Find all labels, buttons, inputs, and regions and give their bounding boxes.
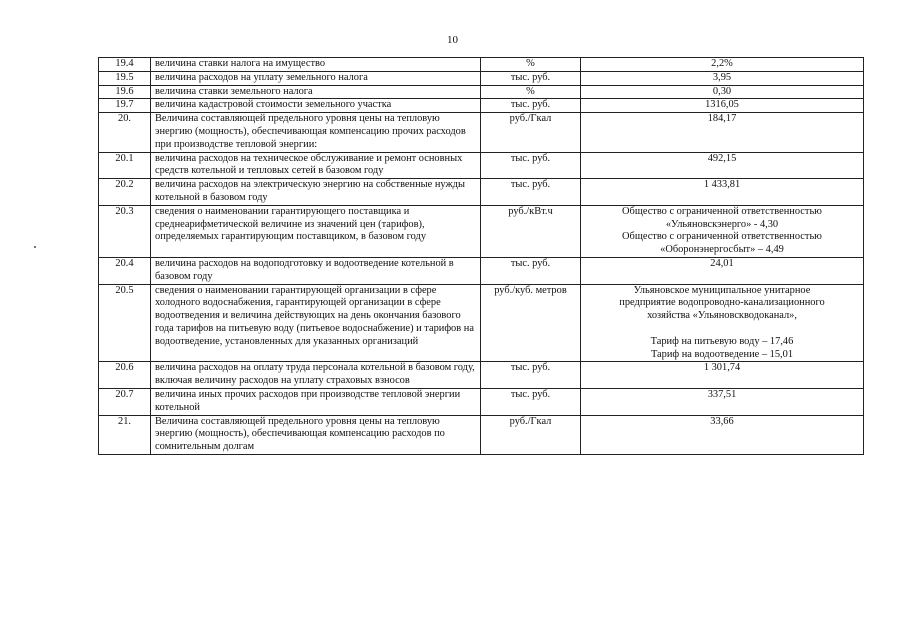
- row-name: Величина составляющей предельного уровня цены на тепловую энергию (мощность), обеспечивающая компенсацию расходов по сомнительным долгам: [151, 415, 481, 454]
- row-name: величина расходов на техническое обслуживание и ремонт основных средств котельной и тепловых сетей в базовом году: [151, 152, 481, 179]
- row-number: 19.6: [99, 85, 151, 99]
- row-unit: тыс. руб.: [481, 99, 581, 113]
- row-value: [581, 71, 864, 85]
- value-spacer: [585, 323, 859, 336]
- table-row: [99, 362, 864, 389]
- table-body: [99, 58, 864, 455]
- table-row: [99, 205, 864, 257]
- row-number: 19.7: [99, 99, 151, 113]
- value-line: Общество с ограниченной ответственностью: [622, 231, 822, 243]
- value-line: Тариф на питьевую воду – 17,46: [650, 335, 794, 347]
- row-name: сведения о наименовании гарантирующей организации в сфере холодного водоснабжения, гарантирующей организации в сфере водоотведения и величина действующих на день окончания базового года тарифов на питьевую воду (питьевое водоснабжение) и тарифов на водоотведение, установленных для указанных организаций: [151, 284, 481, 362]
- row-unit: тыс. руб.: [481, 257, 581, 284]
- row-name: величина ставки налога на имущество: [151, 58, 481, 72]
- row-value: [581, 362, 864, 389]
- row-number: 19.5: [99, 71, 151, 85]
- value-line: 1 301,74: [703, 362, 741, 374]
- row-unit: тыс. руб.: [481, 362, 581, 389]
- value-line: «Ульяновскэнерго» - 4,30: [665, 218, 779, 230]
- row-number: 20.5: [99, 284, 151, 362]
- table-row: [99, 71, 864, 85]
- row-value: [581, 85, 864, 99]
- value-line: хозяйства «Ульяновскводоканал»,: [647, 310, 797, 322]
- row-number: 20.: [99, 113, 151, 152]
- table-row: [99, 284, 864, 362]
- table-row: [99, 113, 864, 152]
- row-number: 20.1: [99, 152, 151, 179]
- row-value: [581, 205, 864, 257]
- table-row: [99, 99, 864, 113]
- table-row: [99, 58, 864, 72]
- row-value: [581, 179, 864, 206]
- table-row: [99, 415, 864, 454]
- row-value: [581, 99, 864, 113]
- row-unit: %: [481, 58, 581, 72]
- row-value: [581, 257, 864, 284]
- row-number: 20.7: [99, 388, 151, 415]
- value-line: 492,15: [707, 152, 737, 164]
- row-unit: руб./куб. метров: [481, 284, 581, 362]
- row-name: величина расходов на водоподготовку и водоотведение котельной в базовом году: [151, 257, 481, 284]
- row-name: величина иных прочих расходов при производстве тепловой энергии котельной: [151, 388, 481, 415]
- value-line: 1316,05: [705, 99, 739, 111]
- row-value: [581, 284, 864, 362]
- row-name: величина кадастровой стоимости земельного участка: [151, 99, 481, 113]
- value-line: 24,01: [710, 257, 734, 269]
- value-line: 184,17: [707, 113, 737, 125]
- row-name: величина расходов на оплату труда персонала котельной в базовом году, включая величину расходов на уплату страховых взносов: [151, 362, 481, 389]
- table-row: [99, 179, 864, 206]
- row-value: [581, 152, 864, 179]
- row-unit: руб./кВт.ч: [481, 205, 581, 257]
- row-value: [581, 388, 864, 415]
- row-number: 21.: [99, 415, 151, 454]
- value-line: предприятие водопроводно-канализационного: [619, 297, 825, 309]
- value-line: 33,66: [710, 415, 734, 427]
- table-row: [99, 152, 864, 179]
- value-line: 1 433,81: [703, 179, 741, 191]
- row-name: сведения о наименовании гарантирующего поставщика и среднеарифметической величине из значений цен (тарифов), определяемых гарантирующим поставщиком, в базовом году: [151, 205, 481, 257]
- tariff-table: [98, 57, 864, 455]
- row-value: [581, 415, 864, 454]
- row-number: 19.4: [99, 58, 151, 72]
- page-number: 10: [447, 34, 458, 46]
- row-unit: тыс. руб.: [481, 152, 581, 179]
- row-name: величина расходов на электрическую энергию на собственные нужды котельной в базовом году: [151, 179, 481, 206]
- value-line: 0,30: [712, 85, 732, 97]
- value-line: 3,95: [712, 71, 732, 83]
- row-unit: тыс. руб.: [481, 388, 581, 415]
- table-row: [99, 388, 864, 415]
- row-unit: тыс. руб.: [481, 179, 581, 206]
- value-line: Ульяновское муниципальное унитарное: [633, 284, 811, 296]
- row-number: 20.4: [99, 257, 151, 284]
- row-unit: руб./Гкал: [481, 415, 581, 454]
- scan-dot: [34, 246, 36, 248]
- row-value: [581, 113, 864, 152]
- row-unit: %: [481, 85, 581, 99]
- row-number: 20.2: [99, 179, 151, 206]
- row-name: Величина составляющей предельного уровня цены на тепловую энергию (мощность), обеспечивающая компенсацию прочих расходов при производстве тепловой энергии:: [151, 113, 481, 152]
- row-unit: тыс. руб.: [481, 71, 581, 85]
- table-row: [99, 85, 864, 99]
- row-value: [581, 58, 864, 72]
- value-line: 2,2%: [711, 58, 733, 69]
- value-line: Тариф на водоотведение – 15,01: [650, 348, 794, 360]
- row-number: 20.3: [99, 205, 151, 257]
- row-number: 20.6: [99, 362, 151, 389]
- row-unit: руб./Гкал: [481, 113, 581, 152]
- value-line: Общество с ограниченной ответственностью: [622, 205, 822, 217]
- row-name: величина расходов на уплату земельного налога: [151, 71, 481, 85]
- row-name: величина ставки земельного налога: [151, 85, 481, 99]
- value-line: 337,51: [707, 388, 737, 400]
- table-row: [99, 257, 864, 284]
- value-line: «Оборонэнергосбыт» – 4,49: [660, 244, 784, 256]
